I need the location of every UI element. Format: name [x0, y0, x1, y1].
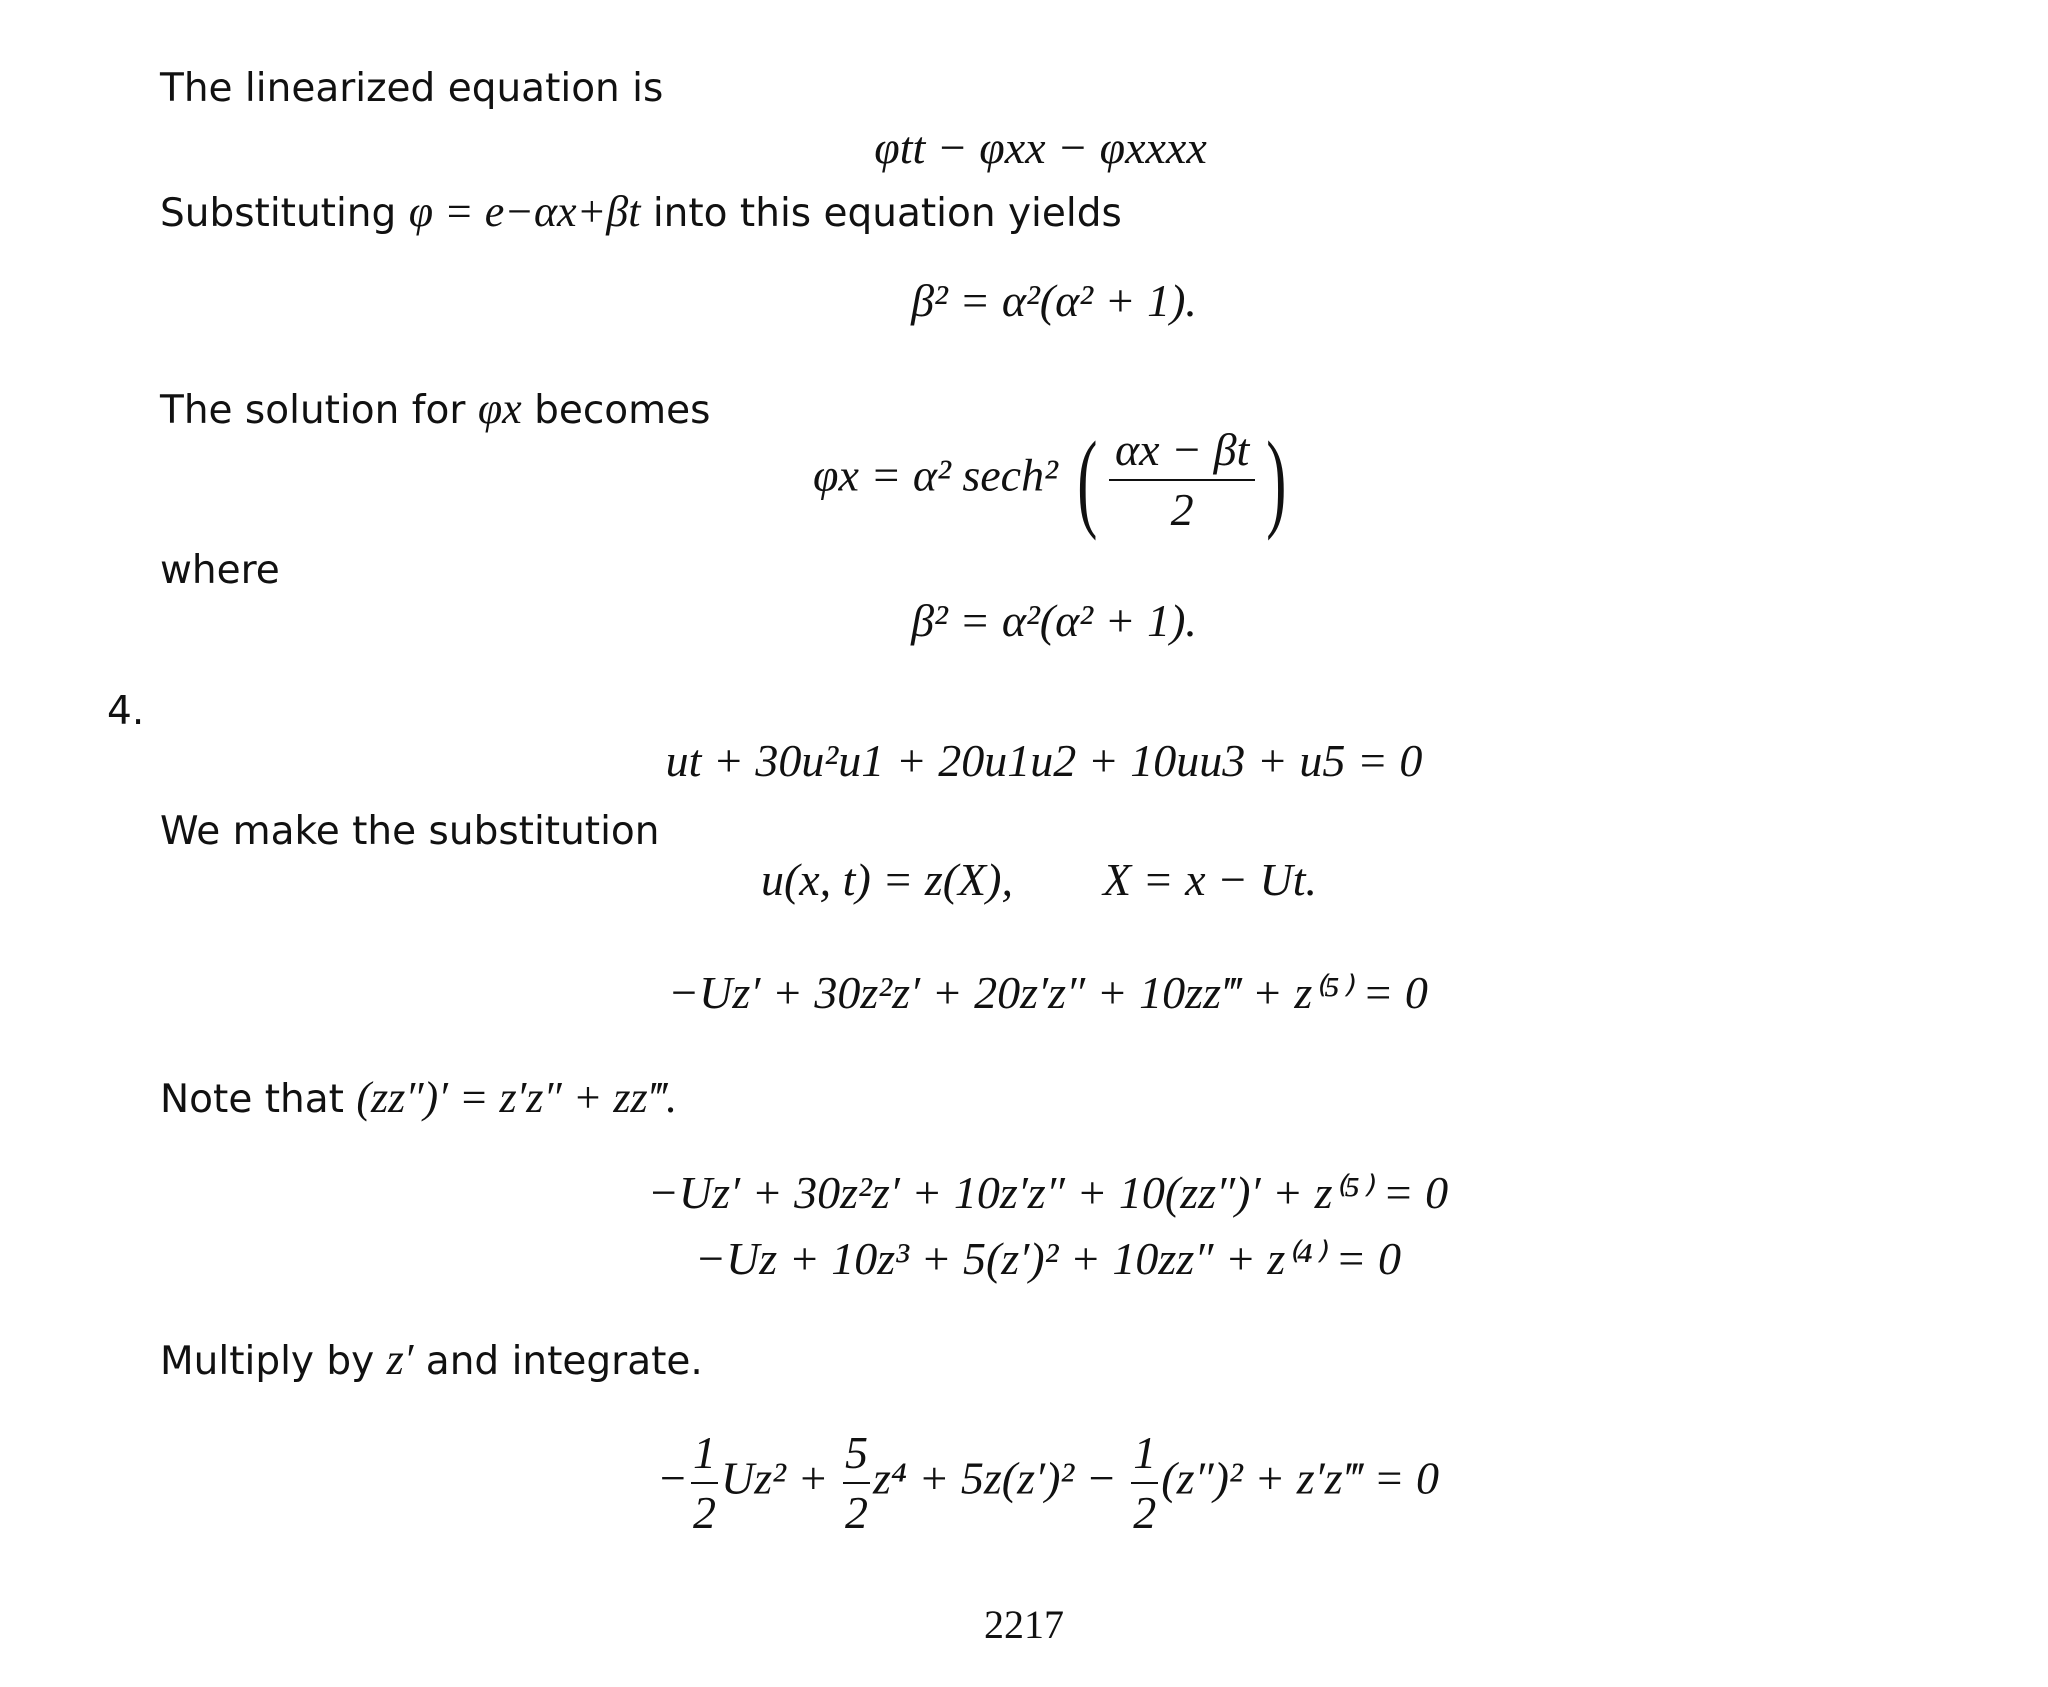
equation-ode-integrated: −Uz + 10z³ + 5(z′)² + 10zz″ + z⁽⁴⁾ = 0	[695, 1233, 1401, 1284]
equation-part-3: (z″)² + z′z‴ = 0	[1161, 1452, 1440, 1504]
equation-travelling-wave-u: u(x, t) = z(X),	[760, 854, 1013, 905]
minus-sign: −	[656, 1452, 689, 1504]
fraction-denominator: 2	[693, 1487, 717, 1538]
equation-solution-lhs: φx = α² sech²	[813, 449, 1058, 501]
text-multiply-after: and integrate.	[425, 1339, 703, 1384]
text-note-line	[160, 1073, 678, 1122]
text-solution-after: becomes	[534, 388, 711, 433]
text-note-prefix: Note that	[160, 1077, 344, 1122]
fraction-five-halves	[843, 1427, 870, 1538]
fraction-denominator: 2	[1133, 1487, 1157, 1538]
equation-solution	[0, 419, 2048, 541]
inline-math-phi-x: φx	[477, 384, 522, 433]
inline-math-identity: (zz″)′ = z′z″ + zz‴.	[356, 1073, 678, 1122]
fraction-solution	[1109, 424, 1255, 535]
equation-travelling-wave-x: X = x − Ut.	[1102, 854, 1318, 905]
text-multiply-before: Multiply by	[160, 1339, 375, 1384]
text-where: where	[160, 548, 280, 593]
text-subst-after: into this equation yields	[652, 191, 1122, 236]
equation-part-2: z⁴ + 5z(z′)² −	[872, 1452, 1117, 1504]
text-subst-before: Substituting	[160, 191, 397, 236]
fraction-numerator: αx − βt	[1109, 427, 1255, 481]
fraction-numerator: 1	[1131, 1430, 1158, 1484]
equation-first-integral	[0, 1427, 2048, 1538]
text-substitution-line	[160, 187, 1122, 236]
equation-linearized: φtt − φxx − φxxxx	[874, 122, 1207, 173]
text-substitution-intro: We make the substitution	[160, 809, 660, 854]
fraction-one-half-b	[1131, 1427, 1158, 1538]
fraction-one-half-a	[691, 1427, 718, 1538]
equation-pde-fifth-order: ut + 30u²u1 + 20u1u2 + 10uu3 + u5 = 0	[665, 735, 1423, 786]
fraction-numerator: 1	[691, 1430, 718, 1484]
equation-ode-fifth: −Uz′ + 30z²z′ + 20z′z″ + 10zz‴ + z⁽⁵⁾ = 0	[668, 967, 1428, 1018]
fraction-numerator: 5	[843, 1430, 870, 1484]
page-number: 2217	[984, 1602, 1064, 1647]
text-solution-before: The solution for	[160, 388, 466, 433]
equation-dispersion-2: β² = α²(α² + 1).	[911, 595, 1197, 646]
inline-math-subst: φ = e−αx+βt	[408, 187, 641, 236]
equation-dispersion-1: β² = α²(α² + 1).	[911, 275, 1197, 326]
equation-ode-rewritten: −Uz′ + 30z²z′ + 10z′z″ + 10(zz″)′ + z⁽⁵⁾ = 0	[647, 1167, 1449, 1218]
left-paren-icon: (	[1077, 419, 1098, 541]
fraction-denominator: 2	[844, 1487, 868, 1538]
text-multiply-line	[160, 1335, 703, 1384]
text-linearized-intro: The linearized equation is	[160, 66, 664, 111]
equation-part-1: Uz² +	[721, 1452, 829, 1504]
right-paren-icon: )	[1266, 419, 1287, 541]
problem-number: 4.	[107, 689, 145, 734]
inline-math-z-prime: z′	[386, 1335, 414, 1384]
equation-travelling-wave	[0, 854, 2048, 905]
fraction-denominator: 2	[1170, 484, 1194, 535]
